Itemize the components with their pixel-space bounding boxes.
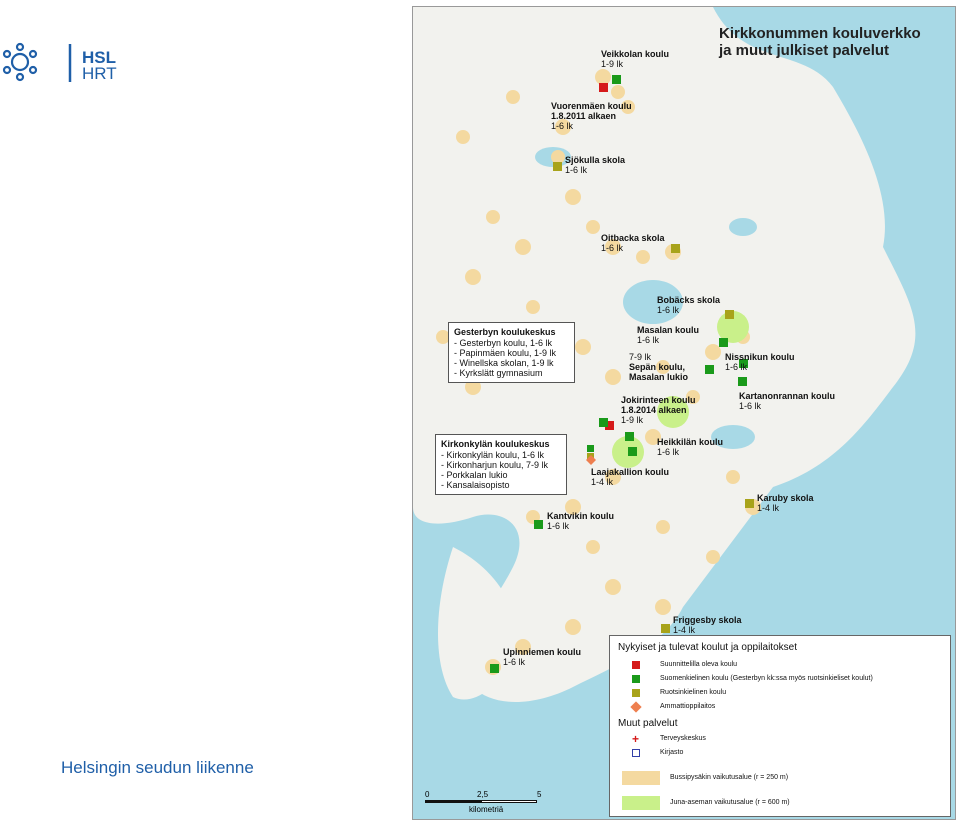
hsl-logo-icon [0, 42, 140, 92]
label-kantvik: Kantvikin koulu 1-6 lk [547, 511, 615, 531]
label-karuby: Karuby skola 1-4 lk [757, 493, 814, 513]
hsl-logo-text: HSL HRT [82, 48, 117, 83]
map-title: Kirkkonummen kouluverkko ja muut julkiset palvelut [719, 25, 921, 59]
label-laajakallio: Laajakallion koulu 1-4 lk [591, 467, 670, 487]
label-vuorenmaki: Vuorenmäen koulu 1.8.2011 alkaen 1-6 lk [551, 101, 632, 131]
label-veikkola: Veikkolan koulu 1-9 lk [601, 49, 670, 69]
train-zone-swatch [622, 796, 660, 810]
label-heikkila: Heikkilän koulu 1-6 lk [657, 437, 724, 457]
legend-heading-schools: Nykyiset ja tulevat koulut ja oppilaitokset [618, 642, 797, 653]
footer-text: Helsingin seudun liikenne [61, 758, 254, 777]
label-kartanonranta: Kartanonrannan koulu 1-6 lk [739, 391, 836, 411]
planned-school-icon [632, 661, 640, 669]
kirkonkyla-info-box: Kirkonkylän koulukeskus - Kirkonkylän koulu, 1-6 lk - Kirkonharjun koulu, 7-9 lk - Porkkalan lukio - Kansalaisopisto [435, 434, 567, 495]
swedish-school-icon [632, 689, 640, 697]
map-legend: Nykyiset ja tulevat koulut ja oppilaitokset Suunnittelilla oleva koulu Suomenkielinen koulu (Gesterbyn kk:ssa myös ruotsinkieliset koulut) Ruotsinkielinen koulu Ammattioppilaitos Muut palvelut + Terveyskeskus Kirjasto Bussipysäkin vaikutusalue (r = 250 m) Juna-aseman vaikutusalue (r = 600 m) [609, 635, 951, 817]
vocational-school-icon [630, 701, 641, 712]
label-nissniku: Nissnikun koulu 1-6 lk [725, 352, 795, 372]
legend-heading-services: Muut palvelut [618, 718, 678, 729]
scale-bar: 0 2,5 5 kilometriä [425, 790, 542, 814]
library-icon [632, 749, 640, 757]
gesterby-info-box: Gesterbyn koulukeskus - Gesterbyn koulu, 1-6 lk - Papinmäen koulu, 1-9 lk - Winellska skolan, 1-9 lk - Kyrkslätt gymnasium [448, 322, 575, 383]
label-friggesby: Friggesby skola 1-4 lk [673, 615, 742, 635]
label-sjokulla: Sjökulla skola 1-6 lk [565, 155, 626, 175]
label-seppa: 7-9 lk Sepän koulu, Masalan lukio [629, 352, 689, 382]
label-jokirinne: Jokirinteen koulu 1.8.2014 alkaen 1-9 lk [621, 395, 696, 425]
label-masala: Masalan koulu 1-6 lk [637, 325, 700, 345]
finnish-school-icon [632, 675, 640, 683]
school-network-map [412, 6, 956, 820]
bus-zone-swatch [622, 771, 660, 785]
label-bobacks: Bobäcks skola 1-6 lk [657, 295, 721, 315]
label-oitbacka: Oitbacka skola 1-6 lk [601, 233, 665, 253]
label-upinniemi: Upinniemen koulu 1-6 lk [503, 647, 582, 667]
health-center-icon: + [632, 732, 640, 746]
